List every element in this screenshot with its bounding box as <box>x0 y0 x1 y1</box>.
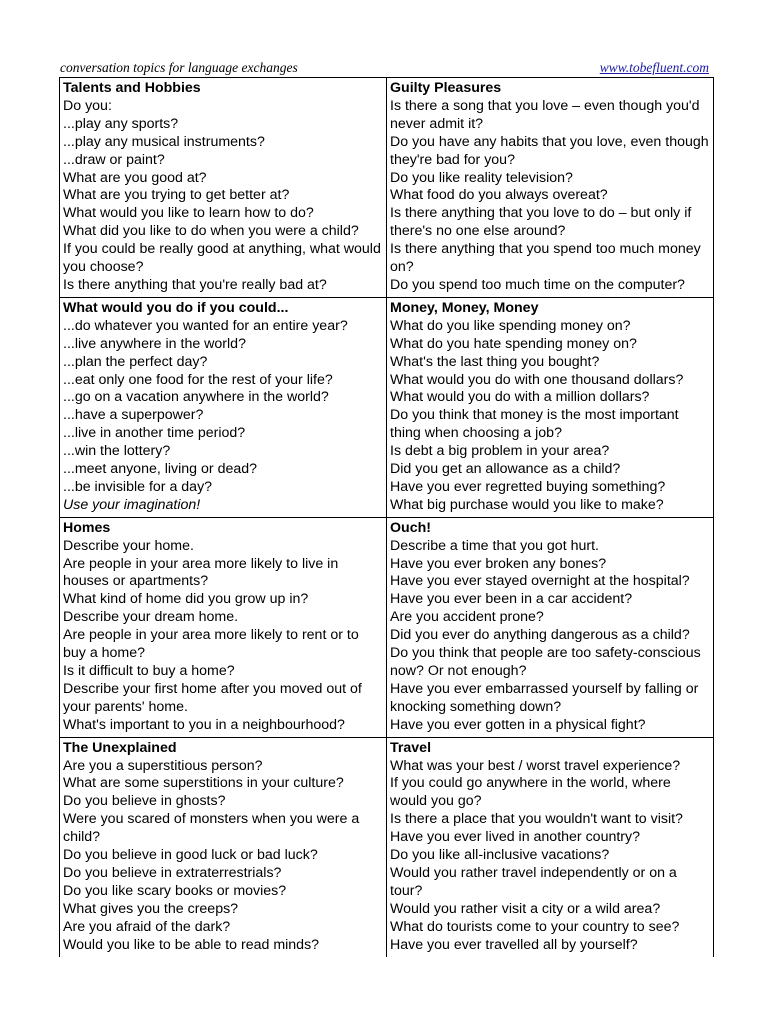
question-line: Do you think that money is the most important thing when choosing a job? <box>390 407 679 442</box>
topic-cell-what-would-you-do <box>60 297 387 517</box>
question-line: Is it difficult to buy a home? <box>63 663 235 679</box>
question-line: Is there anything that you spend too much money on? <box>390 241 701 276</box>
question-line: Do you like all-inclusive vacations? <box>390 847 610 864</box>
section-title: Money, Money, Money <box>390 299 539 316</box>
question-line: Have you ever travelled all by yourself? <box>390 936 638 953</box>
table-row <box>60 737 714 956</box>
question-line: Do you like reality television? <box>390 169 573 186</box>
question-line: ...live in another time period? <box>63 425 246 442</box>
section-title: The Unexplained <box>63 739 177 756</box>
question-line: ...play any musical instruments? <box>63 133 265 150</box>
question-line: Are people in your area more likely to live in houses or apartments? <box>63 555 339 590</box>
section-title: Ouch! <box>390 519 431 536</box>
question-line: Would you like to be able to read minds? <box>63 936 320 953</box>
question-line: Have you ever stayed overnight at the hospital? <box>390 573 690 590</box>
question-line: Have you ever embarrassed yourself by falling or knocking something down? <box>390 680 699 715</box>
question-line: What are some superstitions in your culture? <box>63 775 344 792</box>
question-line: What do you like spending money on? <box>390 317 631 334</box>
question-line: Do you believe in ghosts? <box>63 793 226 810</box>
question-line: Have you ever been in a car accident? <box>390 591 633 608</box>
section-title: Guilty Pleasures <box>390 80 502 96</box>
question-line: Describe a time that you got hurt. <box>390 537 599 554</box>
question-line: Have you ever regretted buying something? <box>390 478 666 495</box>
question-line: Describe your dream home. <box>63 609 239 626</box>
question-line: ...go on a vacation anywhere in the world? <box>63 389 329 406</box>
question-line: Did you ever do anything dangerous as a child? <box>390 627 690 644</box>
question-line: Have you ever lived in another country? <box>390 829 640 846</box>
question-line: What would you like to learn how to do? <box>63 205 314 222</box>
question-line: ...eat only one food for the rest of your life? <box>63 371 333 388</box>
question-line: ...play any sports? <box>63 115 179 132</box>
question-line: If you could be really good at anything, what would you choose? <box>63 241 381 276</box>
question-line: Are you a superstitious person? <box>63 757 263 774</box>
question-line: Is there anything that you're really bad at? <box>63 276 327 293</box>
topic-cell-talents-and-hobbies <box>60 78 387 298</box>
question-line: ...do whatever you wanted for an entire year? <box>63 317 348 334</box>
question-line: ...win the lottery? <box>63 443 171 460</box>
topic-cell-travel <box>387 737 714 956</box>
question-line: Did you get an allowance as a child? <box>390 461 621 478</box>
question-line: Describe your first home after you moved out of your parents' home. <box>63 680 362 715</box>
question-line: Is there a song that you love – even though you'd never admit it? <box>390 97 700 132</box>
question-line: What did you like to do when you were a child? <box>63 223 359 240</box>
question-line: Are people in your area more likely to rent or to buy a home? <box>63 627 359 662</box>
question-line: Were you scared of monsters when you were a child? <box>63 811 360 846</box>
topic-cell-the-unexplained <box>60 737 387 956</box>
header-caption: conversation topics for language exchanges <box>60 60 298 75</box>
question-line: What gives you the creeps? <box>63 900 239 917</box>
table-row <box>60 297 714 517</box>
topic-cell-homes <box>60 517 387 737</box>
table-row <box>60 517 714 737</box>
question-line: What do you hate spending money on? <box>390 335 637 352</box>
section-title: Homes <box>63 519 111 536</box>
question-line: Do you believe in good luck or bad luck? <box>63 847 318 864</box>
question-line: What do tourists come to your country to see? <box>390 918 680 935</box>
question-line: Describe your home. <box>63 537 194 554</box>
question-line: Are you accident prone? <box>390 609 544 626</box>
question-line: Do you like scary books or movies? <box>63 882 287 899</box>
question-line: What are you good at? <box>63 169 207 186</box>
question-line: What's the last thing you bought? <box>390 353 600 370</box>
question-line: ...have a superpower? <box>63 407 204 424</box>
table-row <box>60 78 714 298</box>
closing-line: Use your imagination! <box>63 496 201 513</box>
question-line: Are you afraid of the dark? <box>63 918 231 935</box>
question-line: Have you ever broken any bones? <box>390 555 607 572</box>
section-title: Talents and Hobbies <box>63 80 201 96</box>
topic-cell-guilty-pleasures <box>387 78 714 298</box>
section-title: What would you do if you could... <box>63 299 289 316</box>
question-line: What would you do with a million dollars? <box>390 389 650 406</box>
question-line: ...plan the perfect day? <box>63 353 208 370</box>
question-line: What big purchase would you like to make? <box>390 496 664 513</box>
question-line: What kind of home did you grow up in? <box>63 591 309 608</box>
question-line: ...meet anyone, living or dead? <box>63 461 258 478</box>
question-line: Do you: <box>63 97 112 114</box>
question-line: What was your best / worst travel experience? <box>390 757 681 774</box>
question-line: Do you believe in extraterrestrials? <box>63 864 282 881</box>
topic-cell-money <box>387 297 714 517</box>
question-line: Is debt a big problem in your area? <box>390 443 610 460</box>
question-line: Do you think that people are too safety-conscious now? Or not enough? <box>390 645 701 679</box>
topic-cell-ouch <box>387 517 714 737</box>
question-line: ...live anywhere in the world? <box>63 335 246 352</box>
site-link[interactable]: www.tobefluent.com <box>599 60 709 75</box>
question-line: What's important to you in a neighbourhood? <box>63 716 345 733</box>
question-line: What would you do with one thousand dollars? <box>390 371 684 388</box>
question-line: What are you trying to get better at? <box>63 187 290 204</box>
page-header <box>60 59 709 77</box>
question-line: If you could go anywhere in the world, where would you go? <box>390 775 671 810</box>
question-line: What food do you always overeat? <box>390 187 608 204</box>
question-line: Do you have any habits that you love, even though they're bad for you? <box>390 133 709 168</box>
question-line: Would you rather visit a city or a wild area? <box>390 900 661 917</box>
question-line: Do you spend too much time on the computer? <box>390 276 685 293</box>
question-line: Is there a place that you wouldn't want to visit? <box>390 811 683 828</box>
question-line: ...draw or paint? <box>63 151 165 168</box>
question-line: ...be invisible for a day? <box>63 478 213 495</box>
question-line: Is there anything that you love to do – but only if there's no one else around? <box>390 205 692 240</box>
question-line: Have you ever gotten in a physical fight? <box>390 716 646 733</box>
section-title: Travel <box>390 739 432 756</box>
topics-table <box>59 77 714 957</box>
question-line: Would you rather travel independently or on a tour? <box>390 864 677 899</box>
